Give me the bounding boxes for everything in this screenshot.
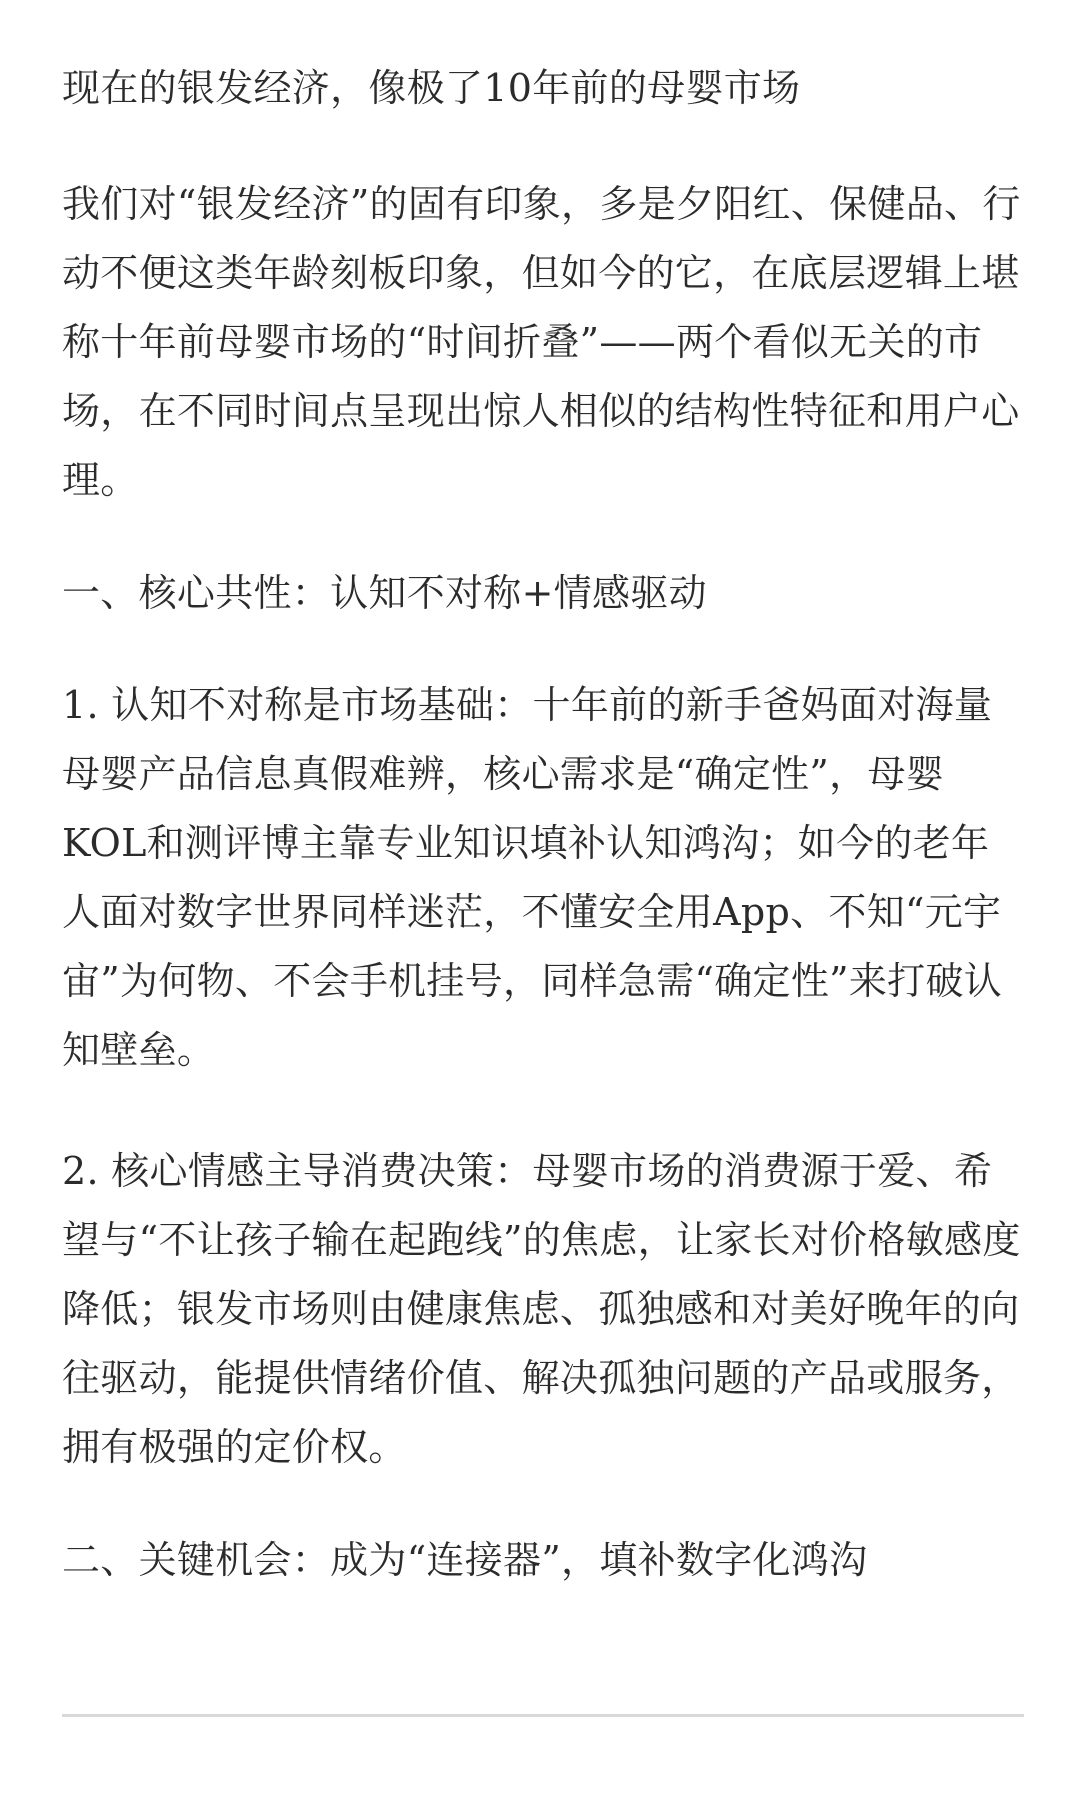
article-title: 现在的银发经济，像极了10年前的母婴市场 <box>62 66 801 110</box>
intro-paragraph: 我们对“银发经济”的固有印象，多是夕阳红、保健品、行动不便这类年龄刻板印象，但如今的它，在底层逻辑上堪称十年前母婴市场的“时间折叠”——两个看似无关的市场，在不同时间点呈现出惊人相似的结构性特征和用户心理。 <box>62 182 1021 502</box>
point-paragraph-1: 1. 认知不对称是市场基础：十年前的新手爸妈面对海量母婴产品信息真假难辨，核心需求是“确定性”，母婴KOL和测评博主靠专业知识填补认知鸿沟；如今的老年人面对数字世界同样迷茫，不懂安全用App、不知“元宇宙”为何物、不会手机挂号，同样急需“确定性”来打破认知壁垒。 <box>62 683 1003 1072</box>
point-paragraph-2: 2. 核心情感主导消费决策：母婴市场的消费源于爱、希望与“不让孩子输在起跑线”的焦虑，让家长对价格敏感度降低；银发市场则由健康焦虑、孤独感和对美好晚年的向往驱动，能提供情绪价值、解决孤独问题的产品或服务，拥有极强的定价权。 <box>62 1149 1021 1469</box>
bottom-divider <box>62 1714 1024 1717</box>
section-heading-1: 一、核心共性：认知不对称+情感驱动 <box>62 571 707 615</box>
article-body <box>62 62 1022 1586</box>
section-heading-2: 二、关键机会：成为“连接器”，填补数字化鸿沟 <box>62 1538 868 1582</box>
